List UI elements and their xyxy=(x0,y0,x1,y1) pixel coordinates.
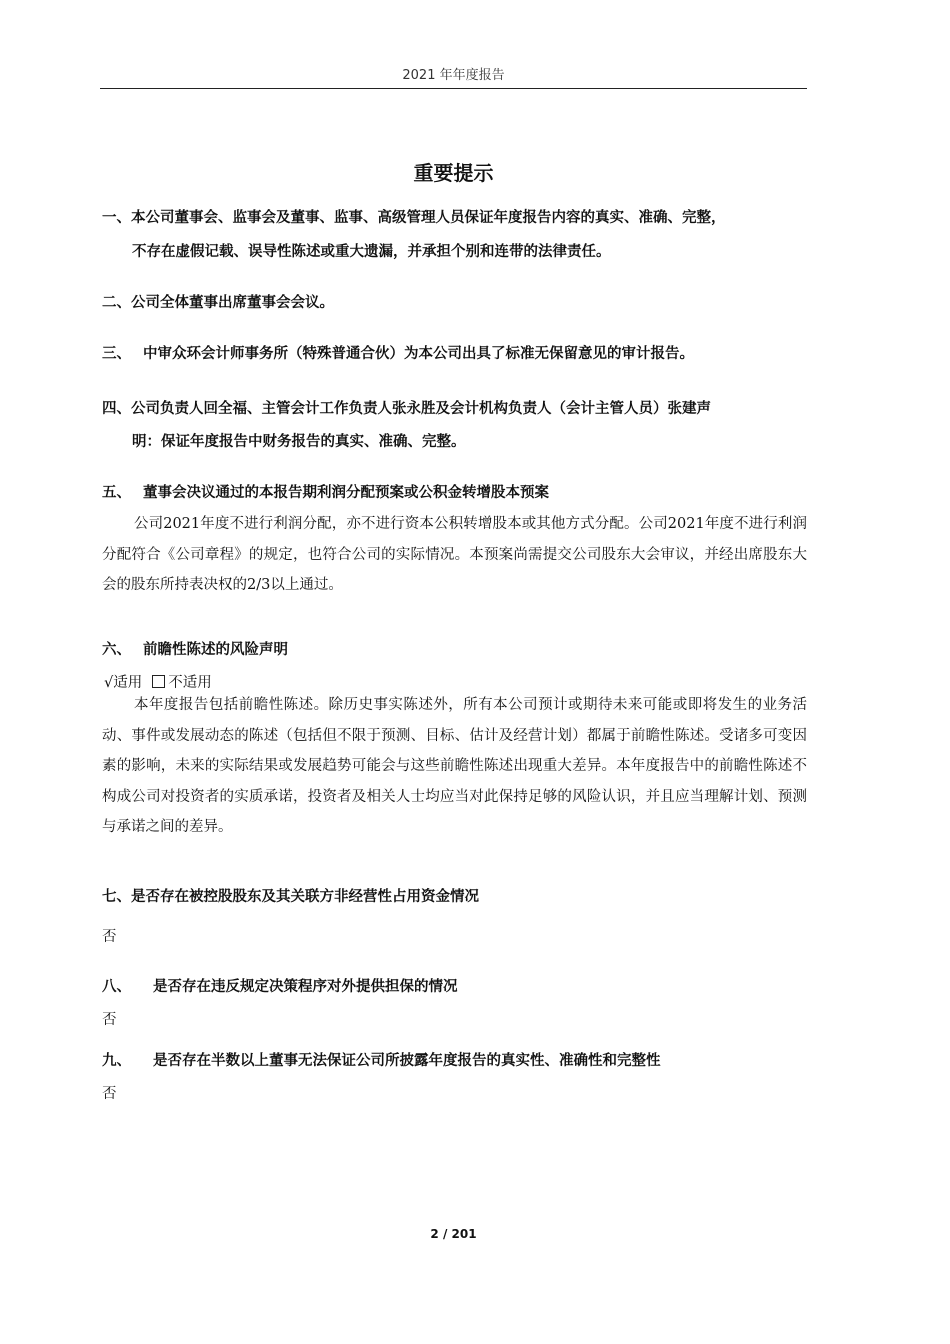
section-8-answer: 否 xyxy=(102,1012,117,1028)
section-5-heading xyxy=(102,476,549,510)
section-9-answer: 否 xyxy=(102,1086,117,1102)
running-header: 2021 年年度报告 xyxy=(402,68,505,83)
header-divider xyxy=(100,88,807,89)
section-2-heading xyxy=(102,286,334,320)
section-1-number: 一、 xyxy=(102,210,131,226)
section-9-number: 九、 xyxy=(102,1053,131,1069)
section-6-body: 本年度报告包括前瞻性陈述。除历史事实陈述外，所有本公司预计或期待未来可能或即将发生的业务活动、事件或发展动态的陈述（包括但不限于预测、目标、估计及经营计划）都属于前瞻性陈述。受诸多可变因素的影响，未来的实际结果或发展趋势可能会与这些前瞻性陈述出现重大差异。本年度报告中的前瞻性陈述不构成公司对投资者的实质承诺，投资者及相关人士均应当对此保持足够的风险认识，并且应当理解计划、预测与承诺之间的差异。 xyxy=(102,697,807,835)
section-7-heading xyxy=(102,880,479,914)
section-2-number: 二、 xyxy=(102,295,131,311)
section-7-answer: 否 xyxy=(102,929,117,945)
section-3-number: 三、 xyxy=(102,346,131,362)
check-mark-icon: √ xyxy=(104,675,114,691)
section-4-heading xyxy=(102,392,711,426)
section-7-text: 是否存在被控股股东及其关联方非经营性占用资金情况 xyxy=(131,889,479,905)
section-9-heading xyxy=(102,1044,661,1078)
section-4-line-1: 公司负责人回全福、主管会计工作负责人张永胜及会计机构负责人（会计主管人员）张建声 xyxy=(131,401,711,417)
section-1-line-1: 本公司董事会、监事会及董事、监事、高级管理人员保证年度报告内容的真实、准确、完整， xyxy=(131,210,726,226)
section-5-body: 公司2021年度不进行利润分配，亦不进行资本公积转增股本或其他方式分配。公司2021年度不进行利润分配符合《公司章程》的规定，也符合公司的实际情况。本预案尚需提交公司股东大会审议，并经出席股东大会的股东所持表决权的2/3以上通过。 xyxy=(102,516,807,593)
section-9-text: 是否存在半数以上董事无法保证公司所披露年度报告的真实性、准确性和完整性 xyxy=(153,1053,661,1069)
section-4-line-2: 明：保证年度报告中财务报告的真实、准确、完整。 xyxy=(132,434,466,450)
section-1-line-2: 不存在虚假记载、误导性陈述或重大遗漏，并承担个别和连带的法律责任。 xyxy=(132,244,611,260)
section-4-number: 四、 xyxy=(102,401,131,417)
section-8-heading xyxy=(102,970,458,1004)
section-3-text: 中审众环会计师事务所（特殊普通合伙）为本公司出具了标准无保留意见的审计报告。 xyxy=(143,346,694,362)
page-number: 2 / 201 xyxy=(430,1227,477,1241)
section-4-line-2-block xyxy=(132,425,466,459)
section-8-text: 是否存在违反规定决策程序对外提供担保的情况 xyxy=(153,979,458,995)
not-applicable-label: 不适用 xyxy=(168,675,212,691)
section-5-text: 董事会决议通过的本报告期利润分配预案或公积金转增股本预案 xyxy=(143,485,549,501)
section-6-heading xyxy=(102,633,288,667)
section-3-heading xyxy=(102,337,694,371)
applicable-label: 适用 xyxy=(113,675,143,691)
empty-checkbox-icon xyxy=(152,675,165,688)
section-2-text: 公司全体董事出席董事会会议。 xyxy=(131,295,334,311)
section-1-line-2-block xyxy=(132,235,611,269)
section-6-text: 前瞻性陈述的风险声明 xyxy=(143,642,288,658)
page-title: 重要提示 xyxy=(413,161,494,185)
section-8-number: 八、 xyxy=(102,979,131,995)
section-6-number: 六、 xyxy=(102,642,131,658)
section-7-number: 七、 xyxy=(102,889,131,905)
section-1-heading xyxy=(102,201,726,235)
section-5-number: 五、 xyxy=(102,485,131,501)
